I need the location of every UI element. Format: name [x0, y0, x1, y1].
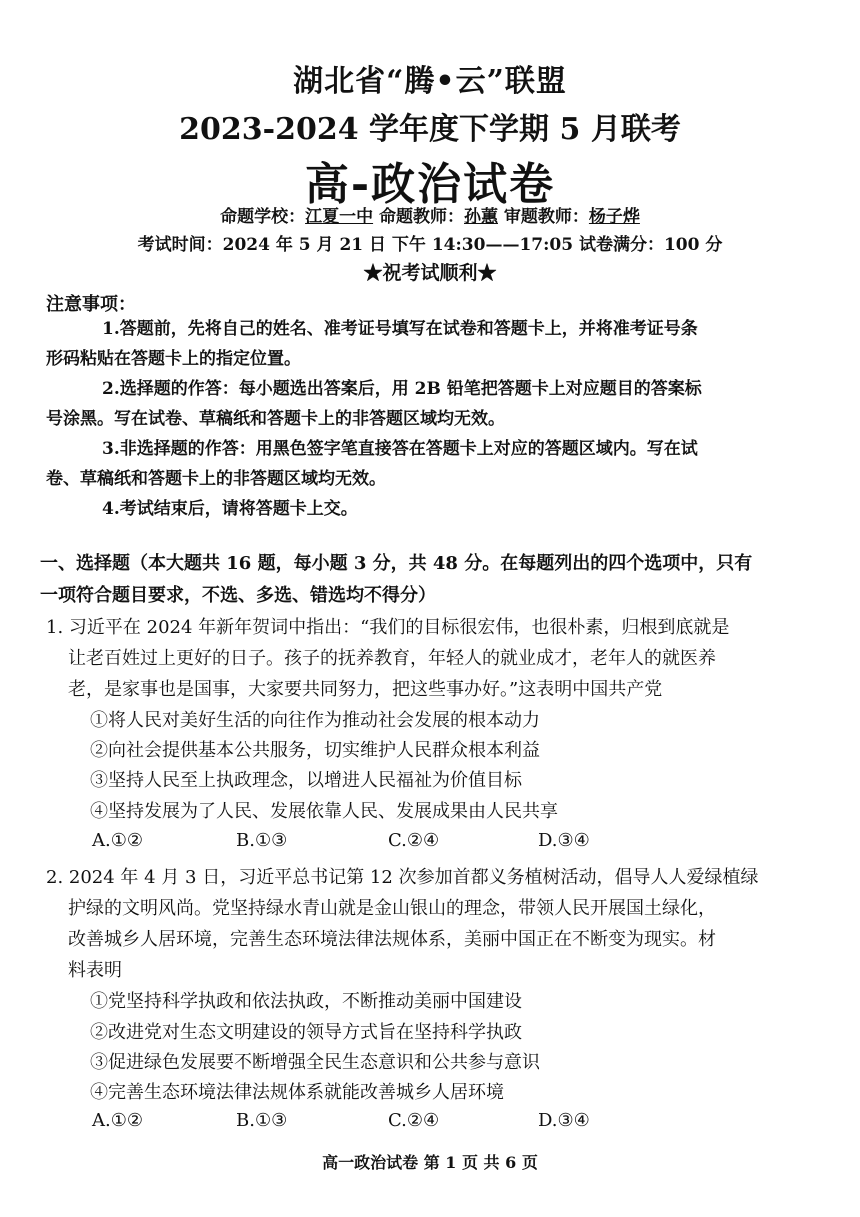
choice-d[interactable]: D.③④	[538, 830, 590, 851]
notice-item-3: 3.非选择题的作答：用黑色签字笔直接答在答题卡上对应的答题区域内。写在试	[102, 439, 698, 459]
page-footer: 高一政治试卷 第 1 页 共 6 页	[322, 1153, 538, 1172]
question-2-choices	[92, 1110, 792, 1140]
question-1-line-1: 1. 习近平在 2024 年新年贺词中指出：“我们的目标很宏伟，也很朴素，归根到底就是	[46, 617, 730, 638]
question-2-line-2: 护绿的文明风尚。党坚持绿水青山就是金山银山的理念，带领人民开展国土绿化，	[68, 898, 716, 919]
reviewer-name: 杨子烨	[588, 207, 640, 227]
question-1-option-4: ④坚持发展为了人民、发展依靠人民、发展成果由人民共享	[90, 801, 558, 822]
exam-time-line: 考试时间：2024 年 5 月 21 日 下午 14:30——17:05 试卷满分：100 分	[137, 235, 723, 255]
choice-a[interactable]: A.①②	[92, 1110, 143, 1131]
notice-item-2: 2.选择题的作答：每小题选出答案后，用 2B 铅笔把答题卡上对应题目的答案标	[102, 379, 702, 399]
question-1-line-3: 老，是家事也是国事，大家要共同努力，把这些事办好。”这表明中国共产党	[68, 679, 663, 700]
question-1-line-2: 让老百姓过上更好的日子。孩子的抚养教育，年轻人的就业成才，老年人的就医养	[68, 648, 716, 669]
choice-a[interactable]: A.①②	[92, 830, 143, 851]
teacher-name: 孙蕙	[464, 207, 498, 227]
exam-title: 2023-2024 学年度下学期 5 月联考	[179, 112, 681, 147]
question-1-option-3: ③坚持人民至上执政理念，以增进人民福祉为价值目标	[90, 770, 522, 791]
question-1-option-1: ①将人民对美好生活的向往作为推动社会发展的根本动力	[90, 710, 540, 731]
authors-line	[0, 202, 860, 227]
notice-item-3-cont: 卷、草稿纸和答题卡上的非答题区域均无效。	[46, 469, 386, 489]
notice-item-4: 4.考试结束后，请将答题卡上交。	[102, 499, 358, 519]
good-luck-banner: ★祝考试顺利★	[363, 262, 497, 284]
choice-c[interactable]: C.②④	[388, 1110, 440, 1131]
question-2-option-3: ③促进绿色发展要不断增强全民生态意识和公共参与意识	[90, 1052, 540, 1073]
choice-d[interactable]: D.③④	[538, 1110, 590, 1131]
notice-title: 注意事项：	[46, 294, 136, 315]
teacher-label: 命题教师：	[379, 207, 464, 227]
notice-item-1: 1.答题前，先将自己的姓名、准考证号填写在试卷和答题卡上，并将准考证号条	[102, 319, 698, 339]
choice-b[interactable]: B.①③	[236, 830, 288, 851]
school-label: 命题学校：	[220, 207, 306, 227]
question-2-line-4: 料表明	[68, 960, 122, 981]
section-line-1: 一、选择题（本大题共 16 题，每小题 3 分，共 48 分。在每题列出的四个选项中，只有	[40, 553, 753, 574]
notice-item-2-cont: 号涂黑。写在试卷、草稿纸和答题卡上的非答题区域均无效。	[46, 409, 505, 429]
alliance-title: 湖北省“腾•云”联盟	[293, 64, 567, 99]
question-2-option-2: ②改进党对生态文明建设的领导方式旨在坚持科学执政	[90, 1022, 522, 1043]
notice-item-1-cont: 形码粘贴在答题卡上的指定位置。	[46, 349, 301, 369]
question-2-option-4: ④完善生态环境法律法规体系就能改善城乡人居环境	[90, 1082, 504, 1103]
subject-title: 高-政治试卷	[304, 159, 556, 210]
question-1-choices	[92, 830, 792, 860]
section-heading	[40, 548, 820, 612]
choice-b[interactable]: B.①③	[236, 1110, 288, 1131]
question-2-line-1: 2. 2024 年 4 月 3 日，习近平总书记第 12 次参加首都义务植树活动，倡导人人爱绿植绿	[46, 867, 759, 888]
section-line-2: 一项符合题目要求，不选、多选、错选均不得分）	[40, 585, 436, 606]
question-2-line-3: 改善城乡人居环境，完善生态环境法律法规体系，美丽中国正在不断变为现实。材	[68, 929, 716, 950]
reviewer-label: 审题教师：	[503, 207, 589, 227]
question-2-option-1: ①党坚持科学执政和依法执政，不断推动美丽中国建设	[90, 991, 522, 1012]
question-1-option-2: ②向社会提供基本公共服务，切实维护人民群众根本利益	[90, 740, 540, 761]
school-name: 江夏一中	[305, 207, 374, 227]
choice-c[interactable]: C.②④	[388, 830, 440, 851]
